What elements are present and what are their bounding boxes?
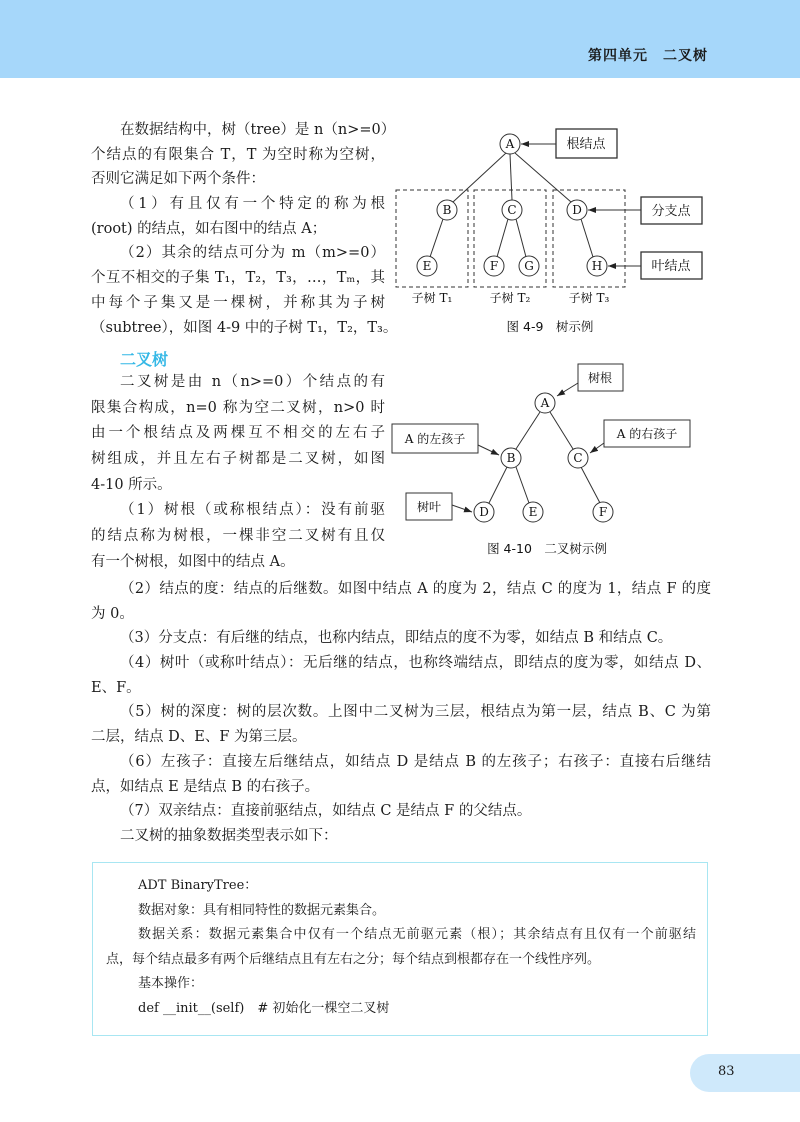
page-number-tab bbox=[690, 1054, 800, 1092]
text-line: 个结点的有限集合 T，T 为空时称为空树， bbox=[91, 146, 385, 163]
text-line: （1）树根（或称根结点）：没有前驱 bbox=[120, 502, 385, 519]
callout-leaf: 叶结点 bbox=[651, 259, 691, 274]
callout-root: 根结点 bbox=[566, 137, 606, 152]
callout-branch: 分支点 bbox=[651, 204, 691, 219]
text-line: 个互不相交的子集 T₁，T₂，T₃，…，Tₘ，其 bbox=[91, 270, 385, 287]
bt-node-c: C bbox=[573, 451, 583, 465]
bt-node-e: E bbox=[528, 505, 538, 519]
text-line: 点，每个结点最多有两个后继结点且有左右之分；每个结点到根都存在一个线性序列。 bbox=[106, 951, 601, 967]
text-line: 二层，结点 D、E、F 为第三层。 bbox=[91, 729, 307, 746]
text-line: （7）双亲结点：直接前驱结点，如结点 C 是结点 F 的父结点。 bbox=[120, 803, 532, 820]
figure-4-9-caption: 图 4-9 树示例 bbox=[506, 319, 594, 334]
text-line: 数据对象：具有相同特性的数据元素集合。 bbox=[138, 902, 386, 918]
text-line: 在数据结构中，树（tree）是 n（n>=0） bbox=[120, 122, 396, 138]
node-g: G bbox=[524, 259, 534, 273]
chapter-title: 第四单元 二叉树 bbox=[588, 48, 708, 64]
callout-left-child: A 的左孩子 bbox=[404, 432, 466, 446]
text-line: ADT BinaryTree： bbox=[138, 878, 258, 893]
subtree-label-3: 子树 T₃ bbox=[568, 291, 610, 305]
section-heading: 二叉树 bbox=[120, 350, 169, 369]
text-line: （6）左孩子：直接左后继结点，如结点 D 是结点 B 的左孩子；右孩子：直接右后继结 bbox=[120, 753, 711, 770]
text-line: 树组成，并且左右子树都是二叉树，如图 bbox=[91, 451, 385, 468]
text-line: 4-10 所示。 bbox=[91, 476, 172, 493]
text-line: 有一个树根，如图中的结点 A。 bbox=[91, 553, 295, 570]
text-line: 的结点称为树根，一棵非空二叉树有且仅 bbox=[91, 528, 385, 545]
text-line: 为 0。 bbox=[91, 605, 134, 622]
node-f: F bbox=[489, 259, 499, 273]
callout-right-child: A 的右孩子 bbox=[616, 427, 678, 441]
text-line: E、F。 bbox=[91, 679, 141, 696]
text-line: 否则它满足如下两个条件： bbox=[91, 171, 265, 188]
text-line: （2）结点的度：结点的后继数。如图中结点 A 的度为 2，结点 C 的度为 1，结点 F 的度 bbox=[120, 581, 711, 597]
text-line: 数据关系：数据元素集合中仅有一个结点无前驱元素（根）；其余结点有且仅有一个前驱结 bbox=[138, 927, 696, 942]
node-a: A bbox=[505, 137, 515, 151]
page-number: 83 bbox=[718, 1064, 735, 1079]
bt-node-a: A bbox=[540, 396, 550, 410]
text-line: 点，如结点 E 是结点 B 的右孩子。 bbox=[91, 778, 320, 795]
text-line: (root) 的结点，如右图中的结点 A； bbox=[91, 220, 327, 237]
bt-node-f: F bbox=[598, 505, 608, 519]
figure-4-10-caption: 图 4-10 二叉树示例 bbox=[487, 541, 607, 556]
text-line: 限集合构成，n=0 称为空二叉树，n>0 时 bbox=[91, 399, 385, 416]
text-line: （subtree），如图 4-9 中的子树 T₁，T₂，T₃。 bbox=[91, 319, 398, 336]
subtree-label-1: 子树 T₁ bbox=[411, 291, 453, 305]
node-e: E bbox=[422, 259, 432, 273]
text-line: def __init__(self) # 初始化一棵空二叉树 bbox=[138, 1000, 390, 1016]
text-line: （1）有且仅有一个特定的称为根 bbox=[120, 196, 385, 213]
callout-tree-root: 树根 bbox=[587, 371, 613, 385]
node-c: C bbox=[507, 203, 517, 217]
text-line: 中每个子集又是一棵树，并称其为子树 bbox=[91, 294, 385, 311]
text-line: 基本操作： bbox=[138, 976, 204, 991]
text-line: 二叉树的抽象数据类型表示如下： bbox=[120, 827, 338, 844]
node-b: B bbox=[442, 203, 452, 217]
node-h: H bbox=[591, 259, 603, 273]
text-line: （4）树叶（或称叶结点）：无后继的结点，也称终端结点，即结点的度为零，如结点 D、 bbox=[120, 655, 711, 672]
text-line: （5）树的深度：树的层次数。上图中二叉树为三层，根结点为第一层，结点 B、C 为第 bbox=[120, 704, 711, 721]
callout-tree-leaf: 树叶 bbox=[416, 500, 442, 514]
subtree-label-2: 子树 T₂ bbox=[489, 291, 531, 305]
text-line: 二叉树是由 n（n>=0）个结点的有 bbox=[120, 374, 385, 390]
node-d: D bbox=[572, 203, 582, 217]
text-line: （3）分支点：有后继的结点，也称内结点，即结点的度不为零，如结点 B 和结点 C。 bbox=[120, 630, 673, 647]
text-line: 由一个根结点及两棵互不相交的左右子 bbox=[91, 425, 385, 442]
text-line: （2）其余的结点可分为 m（m>=0） bbox=[120, 245, 385, 262]
bt-node-d: D bbox=[479, 505, 489, 519]
bt-node-b: B bbox=[506, 451, 516, 465]
